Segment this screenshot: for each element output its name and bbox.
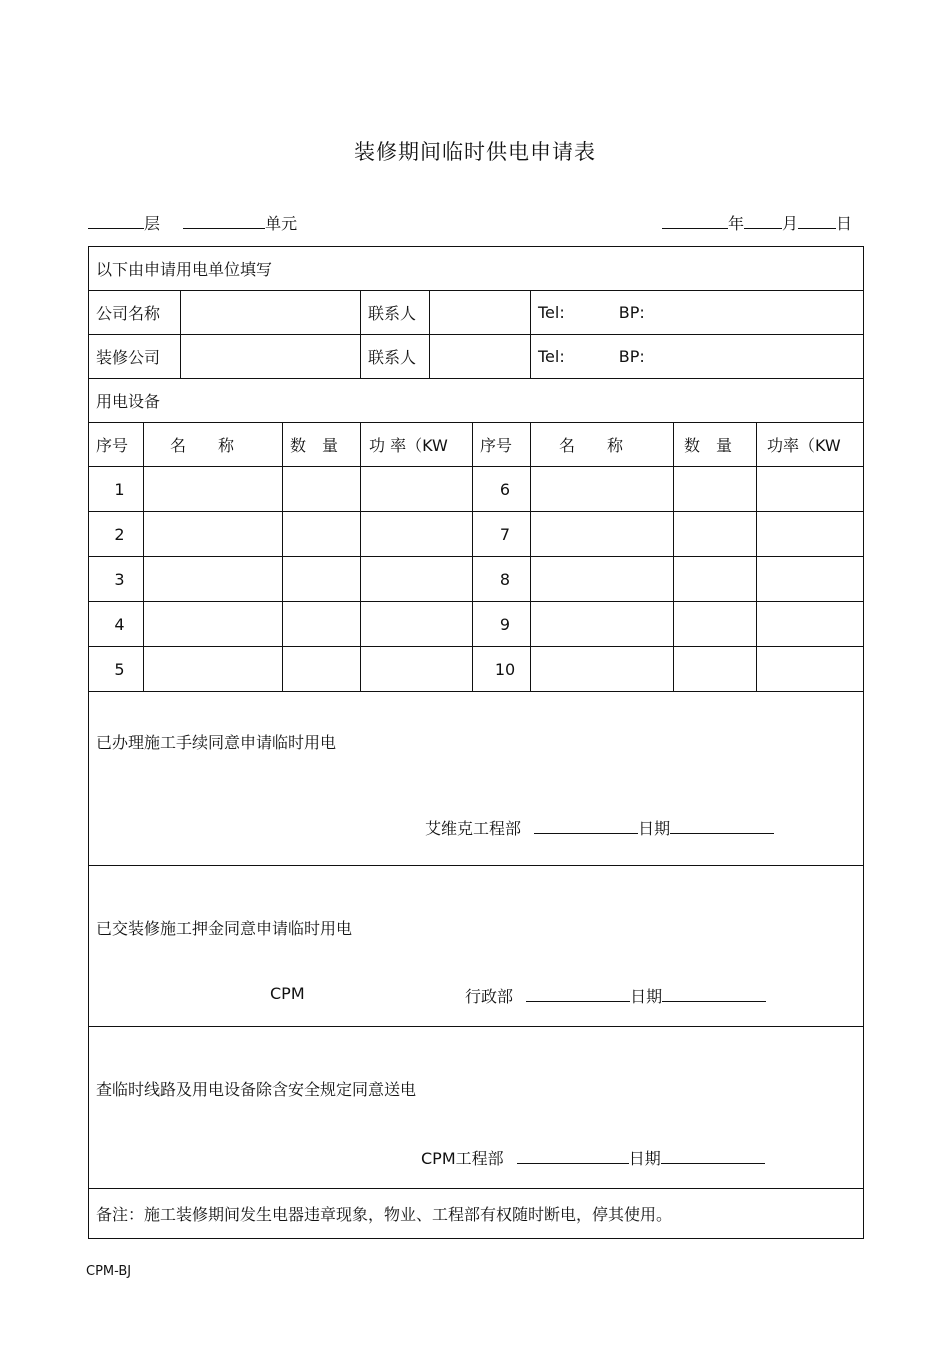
equip-name-left[interactable] [144,467,283,512]
unit-label: 单元 [265,214,298,233]
signature-blank[interactable] [534,816,638,834]
seq-right: 6 [473,467,531,512]
equip-qty-right[interactable] [674,647,757,692]
equip-power-left[interactable] [361,602,473,647]
company-contact-field[interactable] [430,291,531,335]
date-label: 日期 [630,987,663,1006]
company-phone-field[interactable] [531,291,864,335]
date-blank[interactable] [662,984,766,1002]
equip-power-left[interactable] [361,512,473,557]
day-label: 日 [836,214,853,233]
name-header-left: 名 称 [144,423,283,467]
date-label: 日期 [628,1149,661,1168]
power-header-right: 功率（KW [757,423,864,467]
floor-blank[interactable] [88,212,144,229]
power-header-left: 功 率（KW [361,423,473,467]
seq-left: 4 [89,602,144,647]
month-blank[interactable] [744,212,782,229]
date-blank[interactable] [670,816,774,834]
equip-qty-right[interactable] [674,467,757,512]
decor-contact-field[interactable] [430,335,531,379]
year-blank[interactable] [662,212,728,229]
signature-blank[interactable] [526,984,630,1002]
remark-text: 备注：施工装修期间发生电器违章现象，物业、工程部有权随时断电，停其使用。 [89,1189,864,1239]
approval-dept: 行政部 [465,987,514,1006]
approval-text: 已交装修施工押金同意申请临时用电 [96,919,353,938]
equip-qty-right[interactable] [674,557,757,602]
date-line [662,212,852,235]
floor-label: 层 [144,214,161,233]
equip-name-right[interactable] [531,557,674,602]
equip-qty-left[interactable] [283,602,361,647]
approval-dept: 艾维克工程部 [425,819,522,838]
approval-row-admin [89,866,864,1027]
company-bp-label: BP: [618,303,645,322]
application-table [88,246,864,1239]
equipment-row [89,467,864,512]
decor-phone-field[interactable] [531,335,864,379]
decor-tel-label: Tel: [538,347,565,366]
date-blank[interactable] [661,1146,765,1164]
applicant-section-row [89,247,864,291]
company-name-field[interactable] [181,291,361,335]
seq-right: 10 [473,647,531,692]
equip-power-left[interactable] [361,467,473,512]
seq-right: 8 [473,557,531,602]
approval-cell-cpm [89,1027,864,1189]
equip-power-left[interactable] [361,557,473,602]
decor-company-field[interactable] [181,335,361,379]
seq-header-right: 序号 [473,423,531,467]
decor-bp-label: BP: [618,347,645,366]
company-name-label: 公司名称 [89,291,181,335]
equip-name-right[interactable] [531,647,674,692]
equip-name-left[interactable] [144,512,283,557]
decor-contact-label: 联系人 [361,335,430,379]
name-header-right: 名 称 [531,423,674,467]
decor-company-row [89,335,864,379]
equip-qty-left[interactable] [283,557,361,602]
equipment-row [89,512,864,557]
equip-name-right[interactable] [531,512,674,557]
equipment-section-row [89,379,864,423]
decor-company-label: 装修公司 [89,335,181,379]
equip-name-right[interactable] [531,467,674,512]
approval-text: 查临时线路及用电设备除含安全规定同意送电 [96,1080,417,1099]
equip-power-right[interactable] [757,512,864,557]
equip-power-left[interactable] [361,647,473,692]
unit-blank[interactable] [183,212,265,229]
equip-qty-left[interactable] [283,512,361,557]
signature-line [465,984,766,1007]
seq-header-left: 序号 [89,423,144,467]
remark-row [89,1189,864,1239]
approval-row-engineering [89,692,864,866]
company-row [89,291,864,335]
approval-cell-engineering [89,692,864,866]
seq-right: 7 [473,512,531,557]
year-label: 年 [728,214,745,233]
equipment-header-row [89,423,864,467]
seq-left: 2 [89,512,144,557]
seq-right: 9 [473,602,531,647]
approval-dept: CPM工程部 [421,1149,504,1168]
signature-line [425,816,774,839]
form-code: CPM-BJ [86,1264,132,1279]
seq-left: 3 [89,557,144,602]
equip-power-right[interactable] [757,647,864,692]
signature-line [421,1146,765,1169]
equip-name-left[interactable] [144,602,283,647]
qty-header-right: 数 量 [674,423,757,467]
seq-left: 1 [89,467,144,512]
signature-blank[interactable] [517,1146,629,1164]
approval-cell-admin [89,866,864,1027]
seq-left: 5 [89,647,144,692]
approval-prefix: CPM [270,984,305,1003]
equip-power-right[interactable] [757,557,864,602]
equip-qty-left[interactable] [283,467,361,512]
equip-power-right[interactable] [757,467,864,512]
form-title: 装修期间临时供电申请表 [354,140,596,164]
equip-qty-left[interactable] [283,647,361,692]
company-contact-label: 联系人 [361,291,430,335]
floor-unit-line [88,212,297,235]
qty-header-left: 数 量 [283,423,361,467]
approval-text: 已办理施工手续同意申请临时用电 [96,733,337,752]
equip-name-right[interactable] [531,602,674,647]
equip-qty-right[interactable] [674,512,757,557]
day-blank[interactable] [798,212,836,229]
equipment-row [89,602,864,647]
equipment-section-label: 用电设备 [89,379,864,423]
equip-qty-right[interactable] [674,602,757,647]
applicant-section-label: 以下由申请用电单位填写 [89,247,864,291]
month-label: 月 [782,214,799,233]
equip-name-left[interactable] [144,647,283,692]
equip-name-left[interactable] [144,557,283,602]
equipment-row [89,647,864,692]
equipment-row [89,557,864,602]
date-label: 日期 [638,819,671,838]
equip-power-right[interactable] [757,602,864,647]
company-tel-label: Tel: [538,303,565,322]
approval-row-cpm [89,1027,864,1189]
